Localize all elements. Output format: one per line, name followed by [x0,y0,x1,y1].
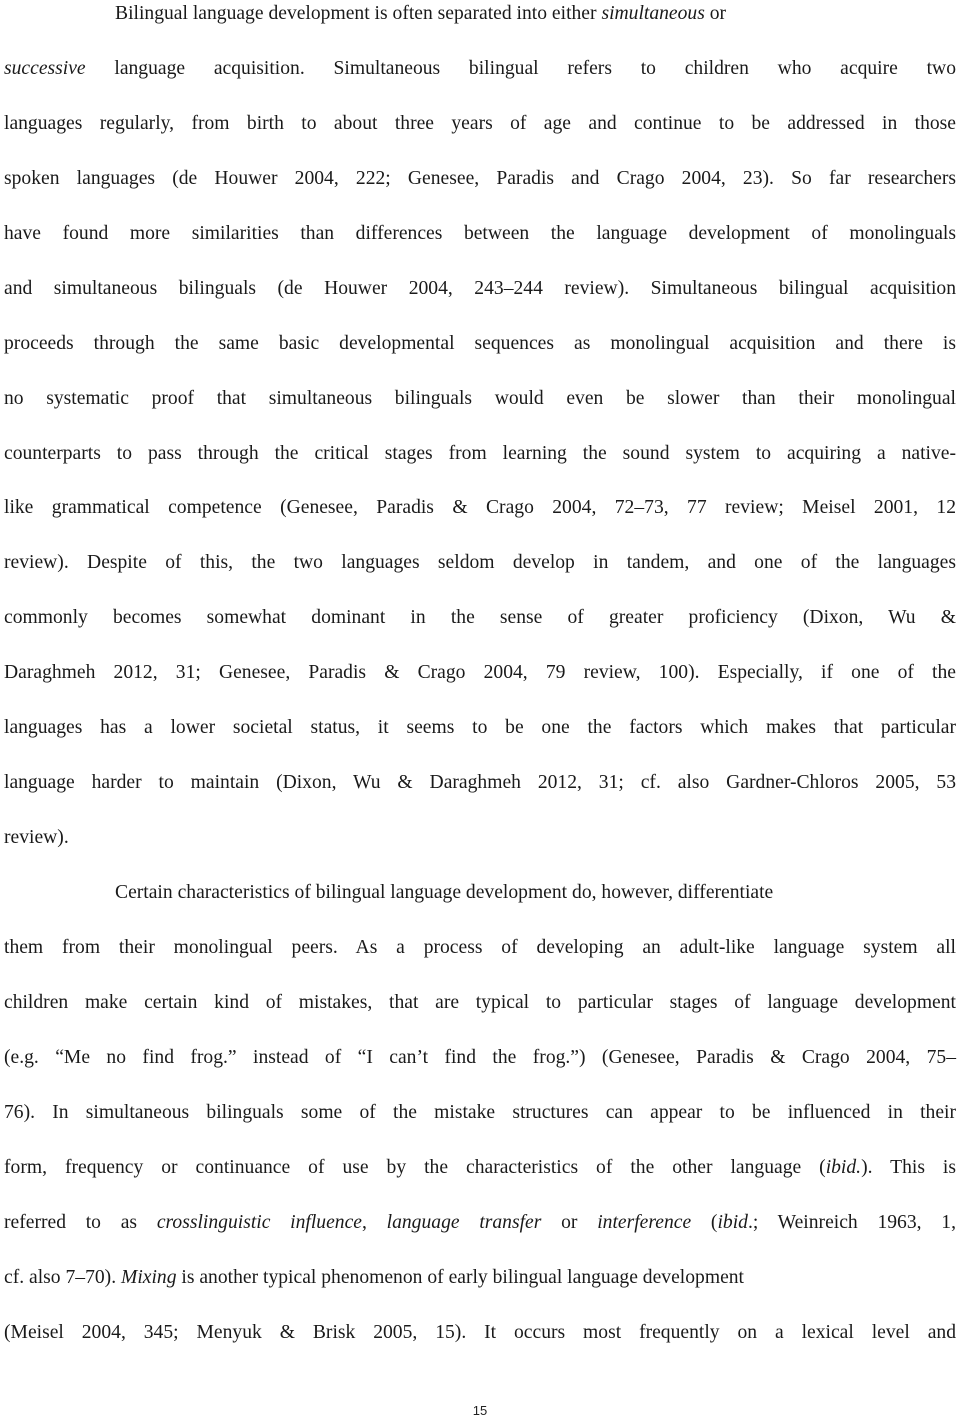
text-line [4,220,956,275]
text-run: review). [4,827,69,849]
text-run: them from their monolingual peers. As a process of developing an adult-like language system all [4,936,956,958]
text-run: language acquisition. Simultaneous bilingual refers to children who acquire two [85,57,956,79]
text-run: referred to as [4,1211,157,1233]
body-text [4,0,956,1373]
text-run: , [361,1211,387,1233]
text-run: is another typical phenomenon of early bilingual language development [176,1266,745,1288]
text-line [4,494,956,549]
text-line [4,440,956,495]
text-run: cf. also 7–70). [4,1266,121,1288]
text-line [4,1319,956,1374]
text-run: ). This is [861,1156,956,1178]
text-line [4,165,956,220]
text-line [4,879,956,934]
text-run: (e.g. “Me no find frog.” instead of “I can’t find the frog.”) (Genesee, Paradis & Crago 2004, 75– [4,1046,956,1068]
text-run: review). Despite of this, the two languages seldom develop in tandem, and one of the languages [4,552,956,574]
text-line [4,659,956,714]
italic-text: ibid [717,1211,748,1233]
text-run: .; Weinreich 1963, 1, [747,1211,956,1233]
text-run: language harder to maintain (Dixon, Wu & Daraghmeh 2012, 31; cf. also Gardner-Chloros 2005, 53 [4,772,956,794]
text-line [4,1154,956,1209]
text-line [4,55,956,110]
italic-text: crosslinguistic influence [156,1211,362,1233]
text-line [4,110,956,165]
text-run: spoken languages (de Houwer 2004, 222; Genesee, Paradis and Crago 2004, 23). So far researchers [4,167,956,189]
text-line [4,604,956,659]
text-line [4,824,956,879]
text-run: ( [691,1211,718,1233]
text-run: no systematic proof that simultaneous bilinguals would even be slower than their monolingual [4,387,956,409]
text-run: counterparts to pass through the critical stages from learning the sound system to acquiring a native- [4,442,956,464]
text-line [4,1099,956,1154]
text-line [4,549,956,604]
text-run: like grammatical competence (Genesee, Paradis & Crago 2004, 72–73, 77 review; Meisel 2001, 12 [4,497,956,519]
text-line [4,1044,956,1099]
text-line [4,0,956,55]
text-line [4,1264,956,1319]
text-run: proceeds through the same basic developmental sequences as monolingual acquisition and there is [4,332,956,354]
text-run: Daraghmeh 2012, 31; Genesee, Paradis & Crago 2004, 79 review, 100). Especially, if one of the [4,662,956,684]
page-number: 15 [472,1403,488,1418]
text-line [4,769,956,824]
text-run: Bilingual language development is often separated into either [115,3,602,24]
text-run: languages has a lower societal status, it seems to be one the factors which makes that particular [4,717,956,739]
text-run: languages regularly, from birth to about three years of age and continue to be addressed in those [4,112,956,134]
italic-text: successive [4,57,86,79]
text-run: children make certain kind of mistakes, that are typical to particular stages of language development [4,991,956,1013]
text-line [4,989,956,1044]
text-line [4,1209,956,1264]
text-run: and simultaneous bilinguals (de Houwer 2004, 243–244 review). Simultaneous bilingual acquisition [4,277,956,299]
text-line [4,275,956,330]
text-run: or [704,3,727,24]
italic-text: interference [597,1211,692,1233]
italic-text: ibid. [825,1156,862,1178]
text-line [4,330,956,385]
italic-text: simultaneous [601,3,705,24]
text-run: have found more similarities than differences between the language development of monolinguals [4,222,956,244]
text-run: (Meisel 2004, 345; Menyuk & Brisk 2005, 15). It occurs most frequently on a lexical level and [4,1321,956,1343]
text-line [4,934,956,989]
text-line [4,385,956,440]
text-run: form, frequency or continuance of use by the characteristics of the other language ( [4,1156,826,1178]
text-line [4,714,956,769]
text-run: or [541,1211,598,1233]
text-run: Certain characteristics of bilingual language development do, however, differentiate [115,882,774,903]
italic-text: language transfer [386,1211,542,1233]
italic-text: Mixing [121,1266,177,1288]
text-run: commonly becomes somewhat dominant in the sense of greater proficiency (Dixon, Wu & [4,607,956,629]
text-run: 76). In simultaneous bilinguals some of the mistake structures can appear to be influenced in their [4,1101,956,1123]
